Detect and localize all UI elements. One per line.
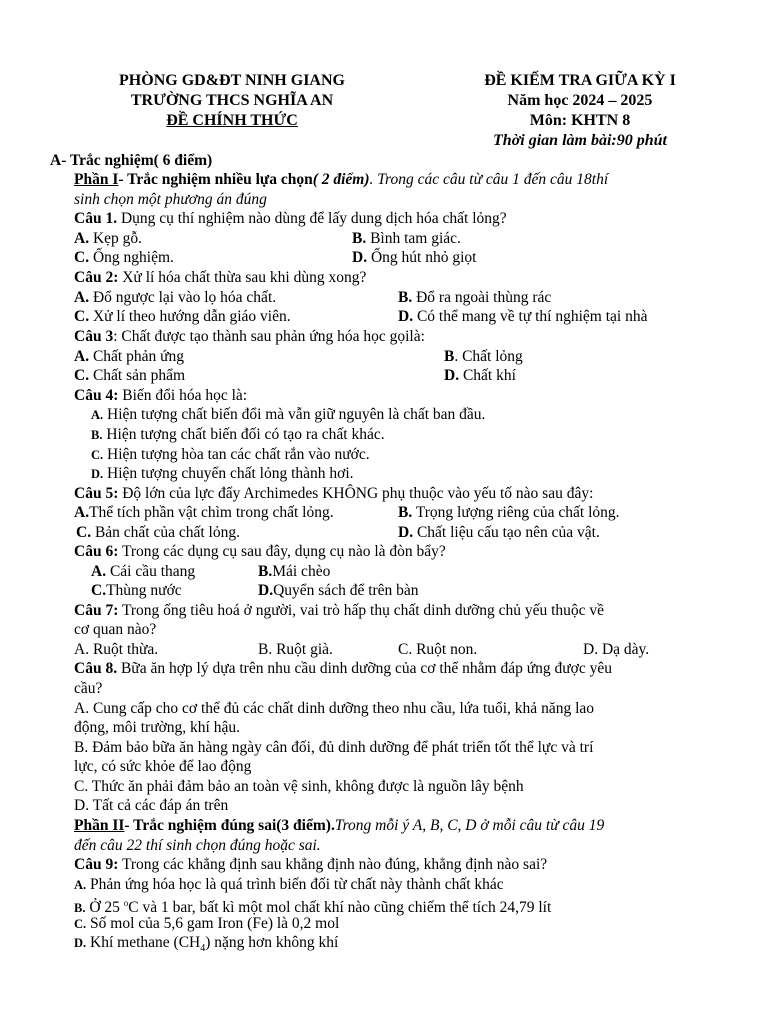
option-text: ) nặng hơn không khí: [205, 934, 339, 951]
option-text: Mái chèo: [272, 563, 331, 580]
option-text: Thùng nước: [106, 582, 182, 599]
q4-option-d: [91, 464, 354, 485]
question-text: Trong ống tiêu hoá ở người, vai trò hấp thụ chất dinh dưỡng chủ yếu thuộc về: [118, 602, 605, 619]
option-text: Đổ ngược lại vào lọ hóa chất.: [89, 289, 277, 306]
option-letter: A.: [91, 563, 107, 580]
q5-option-a: [74, 503, 334, 523]
option-letter: C.: [74, 917, 87, 931]
q3-option-d: [444, 366, 516, 386]
q8-option-b-cont: lực, có sức khỏe để lao động: [74, 758, 252, 775]
option-letter: B.: [398, 504, 413, 521]
q5-option-c: [76, 523, 240, 543]
q2-option-a: [74, 288, 276, 308]
question-5: [74, 484, 593, 504]
question-text: Dụng cụ thí nghiệm nào dùng để lấy dung dịch hóa chất lỏng?: [117, 210, 507, 227]
school-department: PHÒNG GD&ĐT NINH GIANG: [119, 72, 345, 89]
exam-duration: Thời gian làm bài:90 phút: [493, 132, 667, 149]
option-letter: B.: [352, 230, 367, 247]
q5-option-d: [398, 523, 600, 543]
option-text: Khí methane (CH: [86, 934, 201, 951]
q7-option-a: A. Ruột thừa.: [74, 641, 159, 658]
part2-instruction: Trong mỗi ý A, B, C, D ở mỗi câu từ câu 19: [334, 817, 605, 834]
q2-option-d: [398, 307, 647, 327]
question-text: Xử lí hóa chất thừa sau khi dùng xong?: [118, 269, 367, 286]
option-text: Quyển sách để trên bàn: [273, 582, 419, 599]
option-letter: D.: [352, 249, 368, 266]
question-number: Câu 9:: [74, 856, 119, 873]
part1-heading: [74, 170, 608, 190]
option-letter: B.: [258, 563, 273, 580]
q4-option-c: [91, 445, 370, 466]
q6-option-a: [91, 562, 195, 582]
question-number: Câu 7:: [74, 602, 119, 619]
option-letter: B: [444, 348, 455, 365]
q6-option-b: [258, 562, 330, 582]
option-letter: D.: [258, 582, 274, 599]
exam-title: ĐỀ KIẾM TRA GIỮA KỲ I: [484, 72, 676, 89]
option-text: Hiện tượng chuyển chất lỏng thành hơi.: [103, 465, 354, 482]
question-number: Câu 4:: [74, 387, 119, 404]
part1-instruction-cont: sinh chọn một phương án đúng: [74, 191, 267, 208]
option-letter: A.: [91, 408, 104, 422]
option-letter: D.: [398, 524, 414, 541]
option-letter: C.: [91, 582, 107, 599]
q3-option-a: [74, 347, 184, 367]
option-text: C và 1 bar, bất kì một mol chất khí nào cũng chiếm thể tích 24,79 lít: [128, 899, 552, 917]
option-letter: A.: [74, 289, 90, 306]
question-text: Biến đổi hóa học là:: [118, 387, 248, 404]
q3-option-c: [74, 366, 185, 386]
option-text: Chất khí: [459, 367, 516, 384]
question-number: Câu 8.: [74, 660, 118, 677]
q4-option-b: [91, 425, 385, 446]
q6-option-d: [258, 581, 419, 601]
option-text: Ở 25: [85, 899, 124, 917]
q4-option-a: [91, 405, 485, 426]
question-number: Câu 5:: [74, 485, 119, 502]
option-letter: D.: [398, 308, 414, 325]
part1-title: Phần I: [74, 171, 119, 188]
question-text: Bữa ăn hợp lý dựa trên nhu cầu dinh dưỡng của cơ thể nhằm đáp ứng được yêu: [117, 660, 612, 677]
option-letter: A.: [74, 348, 90, 365]
option-letter: C.: [74, 367, 90, 384]
q1-option-c: [74, 248, 174, 268]
question-8: [74, 659, 612, 679]
q9-statement-a: [74, 875, 504, 896]
q7-option-d: D. Dạ dày.: [583, 641, 650, 658]
question-6: [74, 542, 446, 562]
q3-option-b: [444, 347, 523, 367]
option-letter: A.: [74, 878, 87, 892]
school-year: Năm học 2024 – 2025: [507, 92, 653, 109]
question-3: [74, 327, 425, 347]
part1-title-rest: - Trắc nghiệm nhiều lựa chọn: [118, 171, 313, 188]
question-1: [74, 209, 507, 229]
option-text: Ống nghiệm.: [89, 249, 174, 266]
question-text: : Chất được tạo thành sau phản ứng hóa học gọilà:: [113, 328, 425, 345]
option-letter: B.: [91, 428, 103, 442]
option-text: Hiện tượng hòa tan các chất rắn vào nước.: [103, 446, 370, 463]
option-text: Số mol của 5,6 gam Iron (Fe) là 0,2 mol: [86, 915, 340, 932]
option-text: Chất liệu cấu tạo nên của vật.: [413, 524, 600, 541]
option-text: Bình tam giác.: [366, 230, 461, 247]
part1-instruction: . Trong các câu từ câu 1 đến câu 18thí: [369, 171, 609, 188]
question-2: [74, 268, 366, 288]
question-8-cont: cầu?: [74, 680, 103, 697]
subscript: 4: [200, 943, 206, 955]
q2-option-b: [398, 288, 551, 308]
q2-option-c: [74, 307, 291, 327]
q1-option-a: [74, 229, 142, 249]
option-letter: C.: [74, 308, 90, 325]
option-text: Cái cầu thang: [106, 563, 196, 580]
option-letter: C.: [76, 524, 92, 541]
q7-option-c: C. Ruột non.: [398, 641, 478, 658]
q8-option-a: A. Cung cấp cho cơ thể đủ các chất dinh dưỡng theo nhu cầu, lứa tuổi, khả năng lao: [74, 700, 595, 717]
option-letter: C.: [91, 448, 104, 462]
option-letter: A.: [74, 504, 90, 521]
option-text: Hiện tượng chất biến đối có tạo ra chất khác.: [102, 426, 385, 443]
q8-option-b: B. Đảm bảo bữa ăn hàng ngày cân đối, đủ dinh dưỡng để phát triển tốt thể lực và trí: [74, 739, 594, 756]
question-7-cont: cơ quan nào?: [74, 621, 157, 638]
option-text: . Chất lỏng: [454, 348, 523, 365]
option-text: Xử lí theo hướng dẫn giáo viên.: [89, 308, 291, 325]
question-text: Độ lớn của lực đẩy Archimedes KHÔNG phụ thuộc vào yếu tố nào sau đây:: [118, 485, 594, 502]
question-number: Câu 2:: [74, 269, 119, 286]
question-text: Trong các khẳng định sau khẳng định nào đúng, khẳng định nào sai?: [118, 856, 548, 873]
q7-option-b: B. Ruột già.: [258, 641, 333, 658]
option-text: Chất phản ứng: [89, 348, 185, 365]
q6-option-c: [91, 581, 182, 601]
option-text: Đổ ra ngoài thùng rác: [412, 289, 552, 306]
part2-instruction-cont: đến câu 22 thí sinh chọn đúng hoặc sai.: [74, 837, 321, 854]
q9-statement-c: [74, 914, 339, 935]
school-name: TRƯỜNG THCS NGHĨA AN: [130, 92, 334, 109]
official-exam-label: ĐỀ CHÍNH THỨC: [166, 112, 298, 129]
option-letter: C.: [74, 249, 90, 266]
option-text: Trọng lượng riêng của chất lỏng.: [412, 504, 620, 521]
q9-statement-d: [74, 933, 338, 959]
question-4: [74, 386, 247, 406]
q1-option-b: [352, 229, 461, 249]
question-number: Câu 6:: [74, 543, 119, 560]
option-text: Thể tích phần vật chìm trong chất lỏng.: [89, 504, 334, 521]
subject: Môn: KHTN 8: [529, 112, 631, 129]
option-letter: D.: [91, 467, 104, 481]
option-text: Có thể mang về tự thí nghiệm tại nhà: [413, 308, 648, 325]
option-letter: B.: [74, 901, 86, 916]
q1-option-d: [352, 248, 476, 268]
option-text: Phản ứng hóa học là quá trình biến đối từ chất này thành chất khác: [86, 876, 504, 893]
part1-points: ( 2 điểm): [312, 171, 370, 188]
q8-option-d: D. Tất cả các đáp án trên: [74, 797, 229, 814]
option-letter: B.: [398, 289, 413, 306]
section-a-heading: A- Trắc nghiệm( 6 điểm): [50, 152, 213, 169]
option-letter: D.: [74, 936, 87, 950]
part2-heading: [74, 816, 604, 836]
question-number: Câu 3: [74, 328, 114, 345]
option-text: Kẹp gỗ.: [89, 230, 143, 247]
question-number: Câu 1.: [74, 210, 118, 227]
question-text: Trong các dụng cụ sau đây, dụng cụ nào là đòn bẩy?: [118, 543, 446, 560]
option-text: Hiện tượng chất biến đổi mà vẫn giữ nguyên là chất ban đầu.: [103, 406, 486, 423]
option-text: Ống hút nhỏ giọt: [367, 249, 477, 266]
part2-title-rest: - Trắc nghiệm đúng sai(3 điểm).: [124, 817, 335, 834]
question-9: [74, 855, 547, 875]
option-letter: A.: [74, 230, 90, 247]
question-7: [74, 601, 604, 621]
option-text: Bản chất của chất lỏng.: [91, 524, 240, 541]
q8-option-a-cont: động, môi trường, khí hậu.: [74, 719, 240, 736]
q8-option-c: C. Thức ăn phải đảm bảo an toàn vệ sinh, không được là nguồn lây bệnh: [74, 778, 524, 795]
q5-option-b: [398, 503, 620, 523]
degree-superscript: o: [123, 898, 129, 908]
option-letter: D.: [444, 367, 460, 384]
option-text: Chất sản phẩm: [89, 367, 186, 384]
part2-title: Phần II: [74, 817, 125, 834]
